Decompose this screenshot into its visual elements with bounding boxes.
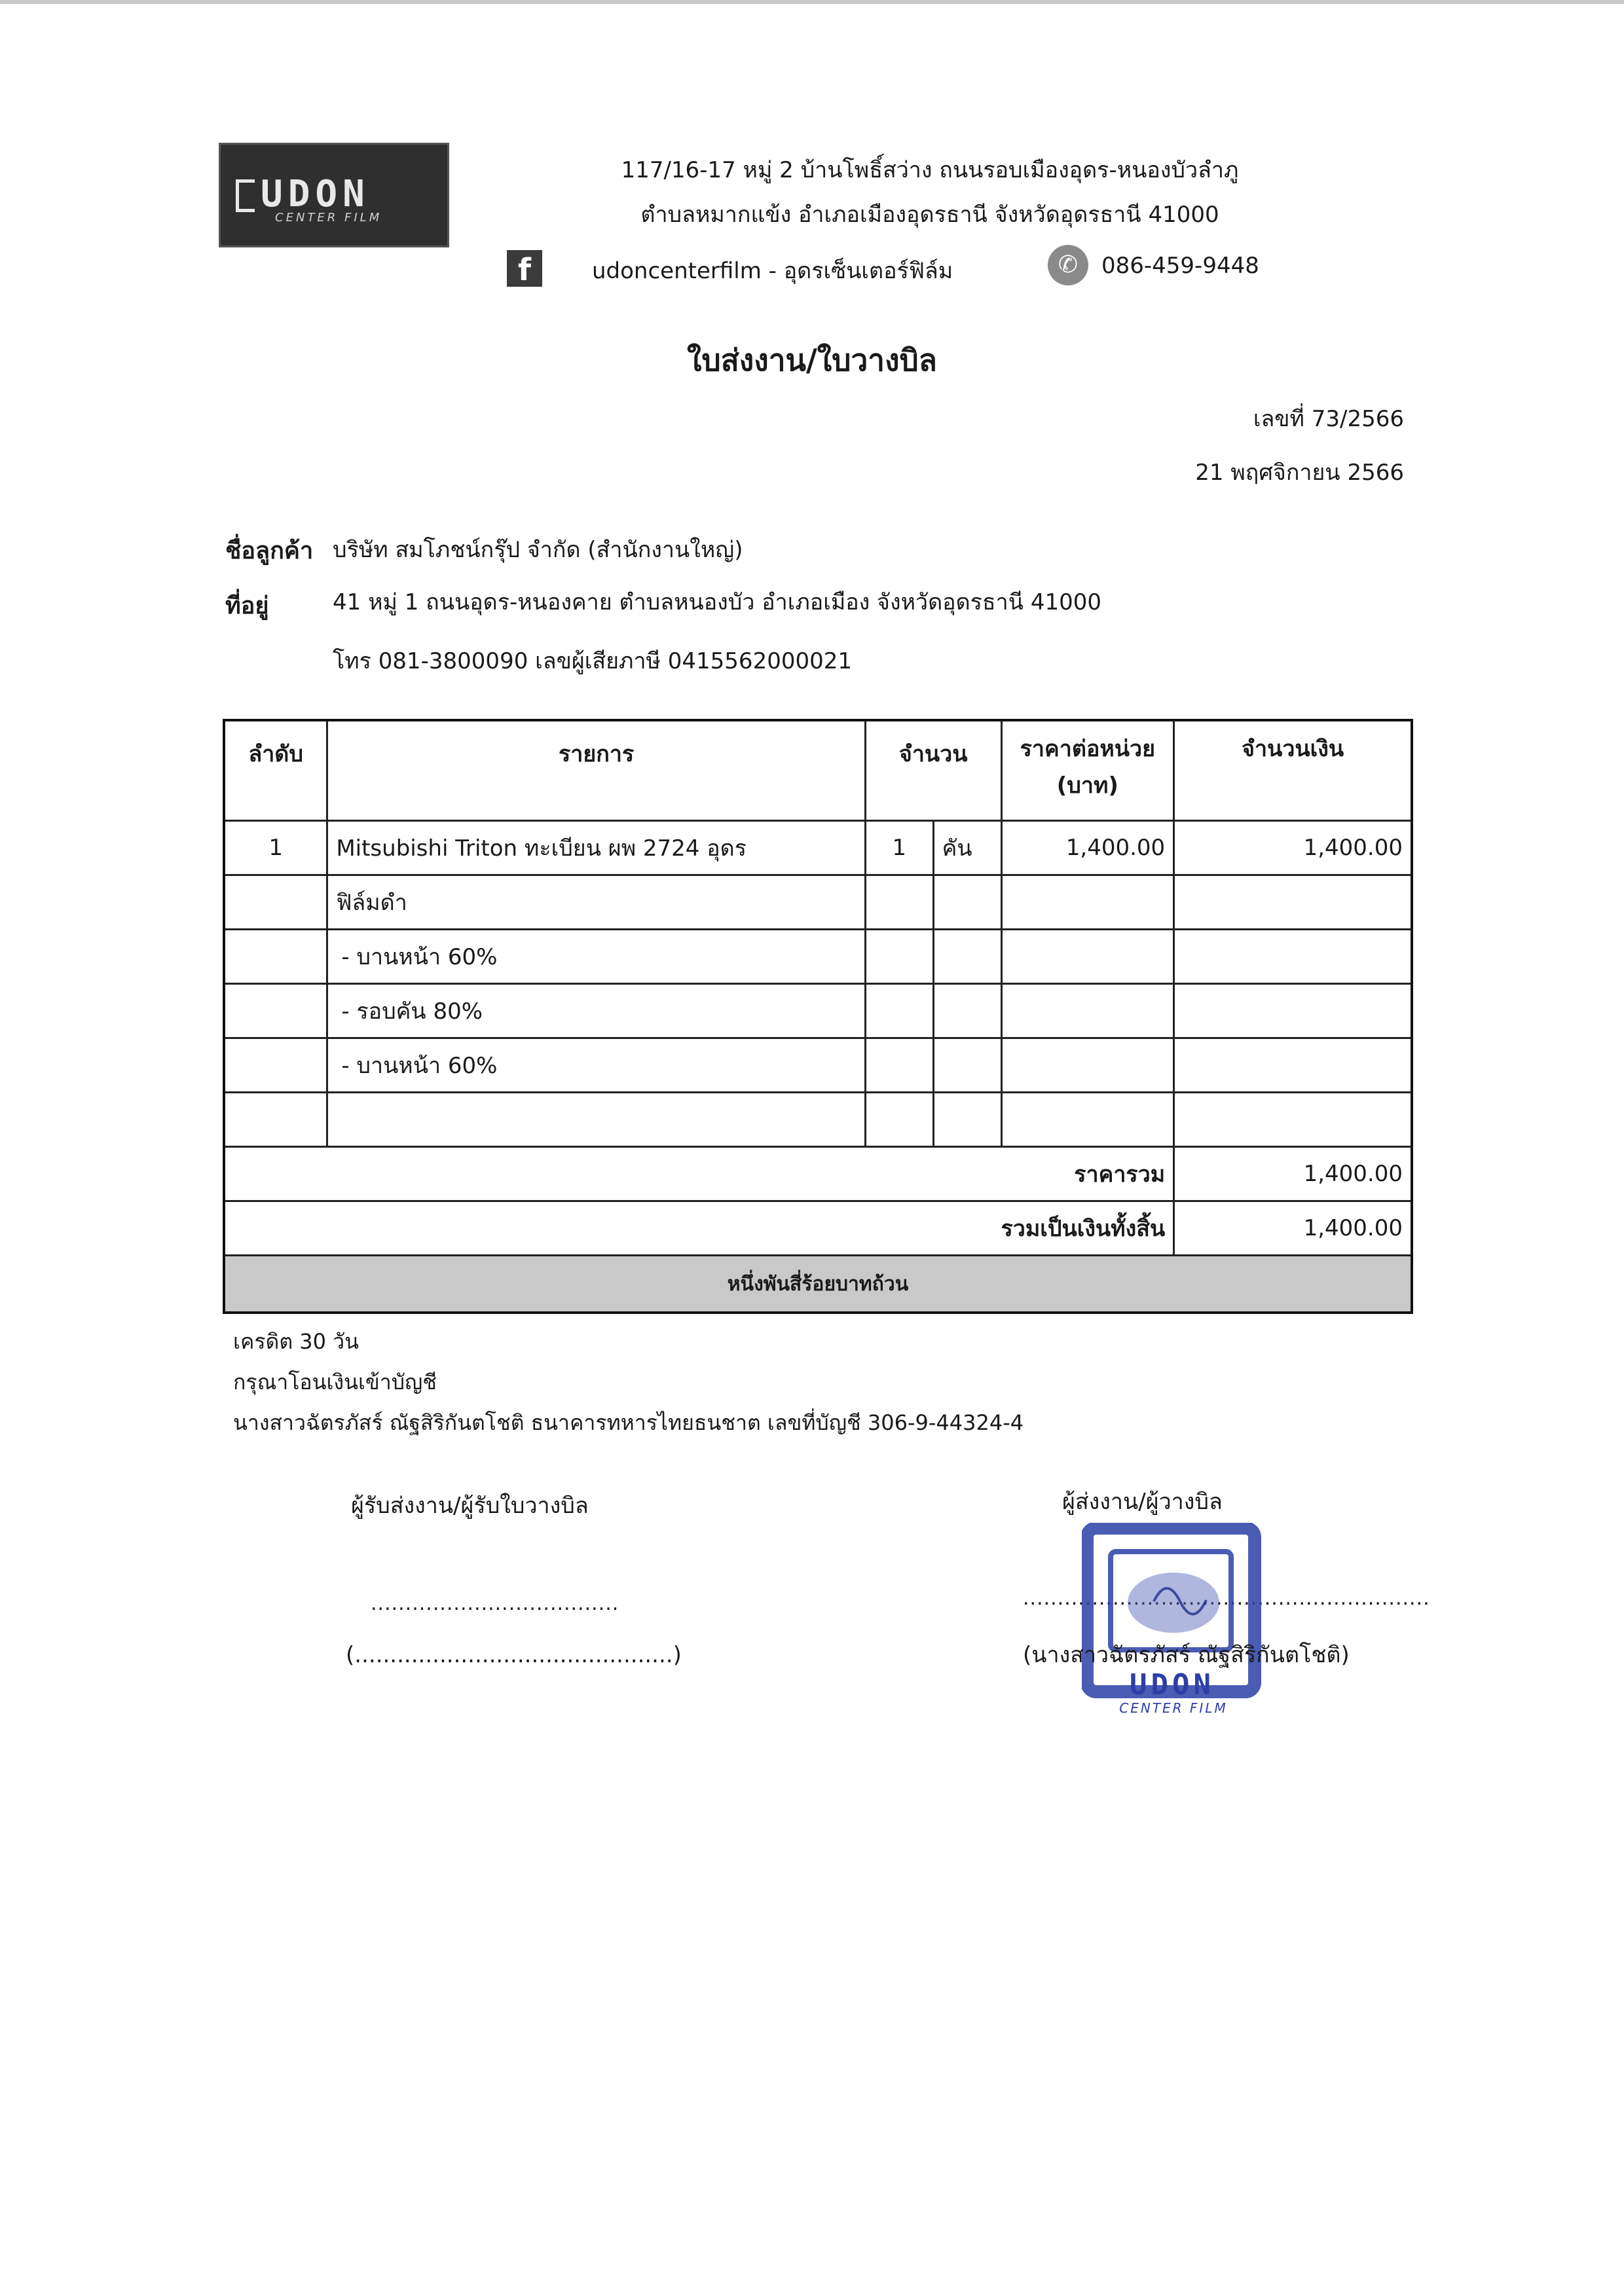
- row-item: Mitsubishi Triton ทะเบียน ผพ 2724 อุดร: [327, 821, 866, 875]
- row-no: [224, 875, 327, 930]
- subtotal-label: ราคารวม: [224, 1147, 1174, 1201]
- customer-address-label: ที่อยู่: [225, 592, 269, 619]
- row-no: [224, 930, 327, 984]
- row-no: [224, 984, 327, 1038]
- company-address-line1: 117/16-17 หมู่ 2 บ้านโพธิ์สว่าง ถนนรอบเมืองอุดร-หนองบัวลำภู: [621, 157, 1239, 183]
- document-title: ใบส่งงาน/ใบวางบิล: [687, 342, 937, 378]
- total-value: 1,400.00: [1174, 1201, 1412, 1256]
- sender-title: ผู้ส่งงาน/ผู้วางบิล: [1062, 1489, 1223, 1515]
- customer-contact: โทร 081-3800090 เลขผู้เสียภาษี 0415562000021: [333, 648, 852, 674]
- logo-subtext: CENTER FILM: [275, 211, 382, 225]
- header-no: ลำดับ: [224, 720, 327, 821]
- row-qty: [865, 1038, 933, 1093]
- row-amount: [1174, 1038, 1412, 1093]
- facebook-page: udoncenterfilm - อุดรเซ็นเตอร์ฟิล์ม: [592, 258, 953, 284]
- row-amount: [1174, 984, 1412, 1038]
- row-qty: 1: [865, 821, 933, 875]
- customer-name-label: ชื่อลูกค้า: [225, 538, 314, 564]
- company-logo: [219, 143, 449, 247]
- company-phone: 086-459-9448: [1101, 253, 1259, 279]
- customer-address: 41 หมู่ 1 ถนนอุดร-หนองคาย ตำบลหนองบัว อำเภอเมือง จังหวัดอุดรธานี 41000: [333, 589, 1101, 615]
- row-item: ฟิล์มดำ: [327, 875, 866, 930]
- row-item: - บานหน้า 60%: [327, 1038, 866, 1093]
- row-unit: คัน: [933, 821, 1001, 875]
- credit-terms: เครดิต 30 วัน: [233, 1329, 359, 1354]
- logo-bracket-icon: [236, 179, 255, 212]
- row-no: [224, 1093, 327, 1147]
- subtotal-value: 1,400.00: [1174, 1147, 1412, 1201]
- table-row: [224, 1038, 1412, 1093]
- stamp-text: UDON: [1130, 1668, 1215, 1702]
- sender-signature-line: ...........................................................: [1023, 1587, 1430, 1610]
- row-amount: [1174, 875, 1412, 930]
- header-amount: จำนวนเงิน: [1174, 720, 1412, 821]
- document-number: เลขที่ 73/2566: [1253, 406, 1404, 432]
- row-price: [1001, 1038, 1174, 1093]
- row-amount: [1174, 930, 1412, 984]
- stamp-subtext: CENTER FILM: [1119, 1700, 1228, 1716]
- customer-name: บริษัท สมโภชน์กรุ๊ป จำกัด (สำนักงานใหญ่): [333, 537, 743, 563]
- header-unit-price-line2: (บาท): [1056, 773, 1118, 799]
- receiver-signature-line: ....................................: [371, 1592, 619, 1615]
- phone-icon: ✆: [1048, 245, 1088, 285]
- row-qty: [865, 1093, 933, 1147]
- transfer-note: กรุณาโอนเงินเข้าบัญชี: [233, 1370, 437, 1394]
- table-row: [224, 1093, 1412, 1147]
- page-edge: [0, 0, 1624, 4]
- table-row: [224, 984, 1412, 1038]
- row-no: 1: [224, 821, 327, 875]
- table-row: [224, 821, 1412, 875]
- amount-in-words: หนึ่งพันสี่ร้อยบาทถ้วน: [224, 1256, 1412, 1313]
- row-price: [1001, 930, 1174, 984]
- row-no: [224, 1038, 327, 1093]
- subtotal-row: [224, 1147, 1412, 1201]
- total-label: รวมเป็นเงินทั้งสิ้น: [224, 1201, 1174, 1256]
- table-row: [224, 875, 1412, 930]
- row-qty: [865, 930, 933, 984]
- document-date: 21 พฤศจิกายน 2566: [1195, 460, 1404, 486]
- header-unit-price-line1: ราคาต่อหน่วย: [1020, 736, 1156, 762]
- row-unit: [933, 875, 1001, 930]
- row-unit: [933, 1093, 1001, 1147]
- items-table: [223, 719, 1413, 1314]
- company-stamp: [1082, 1523, 1263, 1719]
- receiver-title: ผู้รับส่งงาน/ผู้รับใบวางบิล: [351, 1493, 589, 1519]
- table-row: [224, 930, 1412, 984]
- row-item: [327, 1093, 866, 1147]
- row-qty: [865, 984, 933, 1038]
- header-qty: จำนวน: [865, 720, 1001, 821]
- company-address-line2: ตำบลหมากแข้ง อำเภอเมืองอุดรธานี จังหวัดอุดรธานี 41000: [640, 202, 1219, 228]
- header-unit-price: [1001, 720, 1174, 821]
- total-row: [224, 1201, 1412, 1256]
- receiver-name-line: (.............................................): [346, 1642, 682, 1668]
- sender-name-line: (นางสาวฉัตรภัสร์ ณัฐสิริกันตโชติ): [1023, 1642, 1350, 1668]
- row-price: 1,400.00: [1001, 821, 1174, 875]
- bank-account: นางสาวฉัตรภัสร์ ณัฐสิริกันตโชติ ธนาคารทหารไทยธนชาต เลขที่บัญชี 306-9-44324-4: [233, 1410, 1024, 1435]
- row-price: [1001, 875, 1174, 930]
- row-price: [1001, 1093, 1174, 1147]
- row-unit: [933, 1038, 1001, 1093]
- row-item: - รอบคัน 80%: [327, 984, 866, 1038]
- amount-in-words-row: [224, 1256, 1412, 1313]
- logo-text: UDON: [261, 173, 370, 215]
- row-price: [1001, 984, 1174, 1038]
- row-item: - บานหน้า 60%: [327, 930, 866, 984]
- facebook-icon: f: [507, 250, 542, 287]
- table-header-row: [224, 720, 1412, 821]
- row-amount: 1,400.00: [1174, 821, 1412, 875]
- row-qty: [865, 875, 933, 930]
- row-unit: [933, 930, 1001, 984]
- row-unit: [933, 984, 1001, 1038]
- row-amount: [1174, 1093, 1412, 1147]
- header-item: รายการ: [327, 720, 866, 821]
